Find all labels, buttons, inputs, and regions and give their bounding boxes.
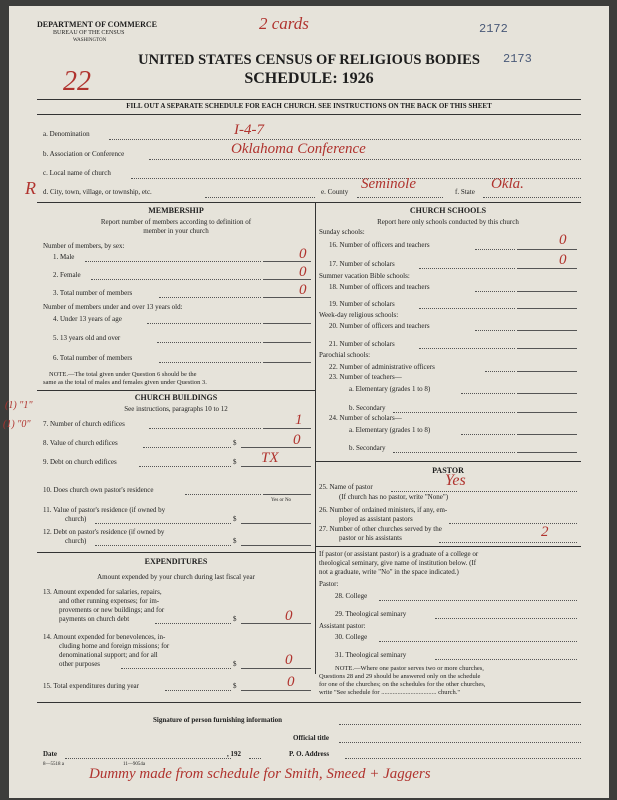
q4-label: 4. Under 13 years of age — [53, 315, 122, 323]
q9-value: TX — [261, 450, 279, 466]
membership-note1: NOTE.—The total given under Question 6 should be the — [49, 371, 197, 378]
q13-dollar: $ — [233, 615, 237, 623]
bottom-handwritten-note: Dummy made from schedule for Smith, Smeed + Jaggers — [89, 766, 431, 782]
q9-label: 9. Debt on church edifices — [43, 458, 117, 466]
q13-label-c: provements or new buildings; and for — [59, 606, 165, 614]
year-label: , 192 — [227, 750, 241, 758]
number-annotation: 22 — [63, 66, 91, 97]
q2-label: 2. Female — [53, 271, 81, 279]
q13-label-a: 13. Amount expended for salaries, repairs, — [43, 588, 162, 596]
denomination-label: a. Denomination — [43, 130, 90, 138]
q30-label: 30. College — [335, 633, 368, 641]
date-label: Date — [43, 750, 57, 758]
bureau-header: BUREAU OF THE CENSUS — [53, 30, 125, 36]
q13-label-b: and other running expenses; for im- — [59, 597, 160, 605]
q24b-label: b. Secondary — [349, 444, 386, 452]
q25-instruction: (If church has no pastor, write "None") — [339, 493, 449, 501]
form-number-2: 11—9054a — [123, 762, 146, 767]
q8-label: 8. Value of church edifices — [43, 439, 118, 447]
county-value: Seminole — [361, 176, 416, 192]
city-label: d. City, town, village, or township, etc. — [43, 188, 152, 196]
q26-label-b: ployed as assistant pastors — [339, 515, 413, 523]
stamp-number-1: 2172 — [479, 22, 508, 36]
city-header: WASHINGTON — [73, 38, 107, 43]
q6-label: 6. Total number of members — [53, 354, 133, 362]
q11-dollar: $ — [233, 515, 237, 523]
q22-label: 22. Number of administrative officers — [329, 363, 435, 371]
association-value: Oklahoma Conference — [231, 141, 366, 157]
q14-dollar: $ — [233, 660, 237, 668]
q17-value: 0 — [559, 252, 567, 268]
q12-label-a: 12. Debt on pastor's residence (if owned by — [43, 528, 165, 536]
q24a-label: a. Elementary (grades 1 to 8) — [349, 426, 431, 434]
q16-value: 0 — [559, 232, 567, 248]
by-sex-label: Number of members, by sex: — [43, 242, 125, 250]
q16-label: 16. Number of officers and teachers — [329, 241, 430, 249]
assistant-pastor-subheading: Assistant pastor: — [319, 622, 366, 630]
cards-annotation: 2 cards — [259, 14, 309, 33]
q15-dollar: $ — [233, 682, 237, 690]
q15-value: 0 — [287, 674, 295, 690]
q12-dollar: $ — [233, 537, 237, 545]
schedule-title: SCHEDULE: 1926 — [244, 70, 374, 87]
state-label: f. State — [455, 188, 475, 196]
pastor-note-4: write "See schedule for .................................. church." — [319, 689, 461, 696]
census-schedule-page — [3, 6, 609, 798]
po-address-label: P. O. Address — [289, 750, 330, 758]
q11-label-a: 11. Value of pastor's residence (if owned by — [43, 506, 166, 514]
q24-label: 24. Number of scholars— — [329, 414, 402, 422]
q3-label: 3. Total number of members — [53, 289, 133, 297]
q20-label: 20. Number of officers and teachers — [329, 322, 430, 330]
q27-label-a: 27. Number of other churches served by the — [319, 525, 442, 533]
q23a-label: a. Elementary (grades 1 to 8) — [349, 385, 431, 393]
stamp-number-2: 2173 — [503, 52, 532, 66]
weekday-schools-label: Week-day religious schools: — [319, 311, 399, 319]
graduate-instruction-2: theological seminary, give name of institution below. (If — [319, 559, 477, 567]
parochial-schools-label: Parochial schools: — [319, 351, 371, 359]
q28-label: 28. College — [335, 592, 368, 600]
r-annotation: R — [25, 178, 36, 198]
dept-header: DEPARTMENT OF COMMERCE — [37, 20, 158, 29]
age-label: Number of members under and over 13 years old: — [43, 303, 183, 311]
q14-label-d: other purposes — [59, 660, 101, 668]
q23-label: 23. Number of teachers— — [329, 373, 402, 381]
q2-value: 0 — [299, 264, 307, 280]
q29-label: 29. Theological seminary — [335, 610, 407, 618]
schools-title: CHURCH SCHOOLS — [409, 206, 487, 215]
form-title: UNITED STATES CENSUS OF RELIGIOUS BODIES — [138, 52, 480, 68]
denomination-value: I-4-7 — [234, 122, 264, 138]
margin-annotation-1: (1) "1" — [5, 400, 33, 411]
state-value: Okla. — [491, 176, 524, 192]
expenditures-sub: Amount expended by your church during last fiscal year — [97, 573, 255, 581]
buildings-title: CHURCH BUILDINGS — [134, 393, 218, 402]
expenditures-title: EXPENDITURES — [144, 557, 208, 566]
membership-sub2: member in your church — [143, 227, 209, 235]
q10-label: 10. Does church own pastor's residence — [43, 486, 154, 494]
q14-label-a: 14. Amount expended for benevolences, in- — [43, 633, 166, 641]
q7-value: 1 — [295, 412, 303, 428]
q8-value: 0 — [293, 432, 301, 448]
q15-label: 15. Total expenditures during year — [43, 682, 139, 690]
pastor-title: PASTOR — [432, 466, 464, 475]
buildings-sub: See instructions, paragraphs 10 to 12 — [124, 405, 228, 413]
q12-label-b: church) — [65, 537, 87, 545]
q23b-label: b. Secondary — [349, 404, 386, 412]
instruction-line: FILL OUT A SEPARATE SCHEDULE FOR EACH CHURCH. SEE INSTRUCTIONS ON THE BACK OF THIS SHEET — [126, 102, 492, 110]
q1-value: 0 — [299, 246, 307, 262]
q21-label: 21. Number of scholars — [329, 340, 395, 348]
q27-value: 2 — [541, 524, 549, 540]
local-name-label: c. Local name of church — [43, 169, 111, 177]
pastor-note-1: NOTE.—Where one pastor serves two or more churches, — [335, 665, 484, 672]
signature-label: Signature of person furnishing information — [153, 716, 282, 724]
q13-value: 0 — [285, 608, 293, 624]
membership-title: MEMBERSHIP — [148, 206, 204, 215]
form-number-1: 8—5518 a — [43, 762, 64, 767]
q5-label: 5. 13 years old and over — [53, 334, 121, 342]
graduate-instruction-1: If pastor (or assistant pastor) is a graduate of a college or — [319, 550, 479, 558]
q7-label: 7. Number of church edifices — [43, 420, 125, 428]
q9-dollar: $ — [233, 458, 237, 466]
official-title-label: Official title — [293, 734, 329, 742]
q3-value: 0 — [299, 282, 307, 298]
pastor-note-3: for one of the churches; on the schedules for the other churches, — [319, 681, 486, 688]
pastor-note-2: Questions 28 and 29 should be answered only on the schedule — [319, 673, 481, 680]
margin-annotation-2: (1) "0" — [3, 419, 31, 430]
q11-label-b: church) — [65, 515, 87, 523]
q1-label: 1. Male — [53, 253, 75, 261]
graduate-instruction-3: not a graduate, write "No" in the space indicated.) — [319, 568, 459, 576]
county-label: e. County — [321, 188, 349, 196]
q31-label: 31. Theological seminary — [335, 651, 407, 659]
q8-dollar: $ — [233, 439, 237, 447]
q13-label-d: payments on church debt — [59, 615, 130, 623]
sunday-schools-label: Sunday schools: — [319, 228, 365, 236]
pastor-subheading: Pastor: — [319, 580, 339, 588]
association-label: b. Association or Conference — [43, 150, 125, 158]
q25-label: 25. Name of pastor — [319, 483, 373, 491]
q25-value: Yes — [445, 472, 466, 489]
q14-value: 0 — [285, 652, 293, 668]
q26-label-a: 26. Number of ordained ministers, if any, em- — [319, 506, 448, 514]
membership-note2: same as the total of males and females given under Question 3. — [43, 379, 207, 386]
q17-label: 17. Number of scholars — [329, 260, 395, 268]
q27-label-b: pastor or his assistants — [339, 534, 402, 542]
yes-no-hint: Yes or No — [271, 498, 292, 503]
q14-label-b: cluding home and foreign missions; for — [59, 642, 170, 650]
q18-label: 18. Number of officers and teachers — [329, 283, 430, 291]
membership-sub1: Report number of members according to definition of — [100, 218, 252, 226]
summer-schools-label: Summer vacation Bible schools: — [319, 272, 410, 280]
q19-label: 19. Number of scholars — [329, 300, 395, 308]
q14-label-c: denominational support; and for all — [59, 651, 158, 659]
schools-sub: Report here only schools conducted by this church — [377, 218, 519, 226]
